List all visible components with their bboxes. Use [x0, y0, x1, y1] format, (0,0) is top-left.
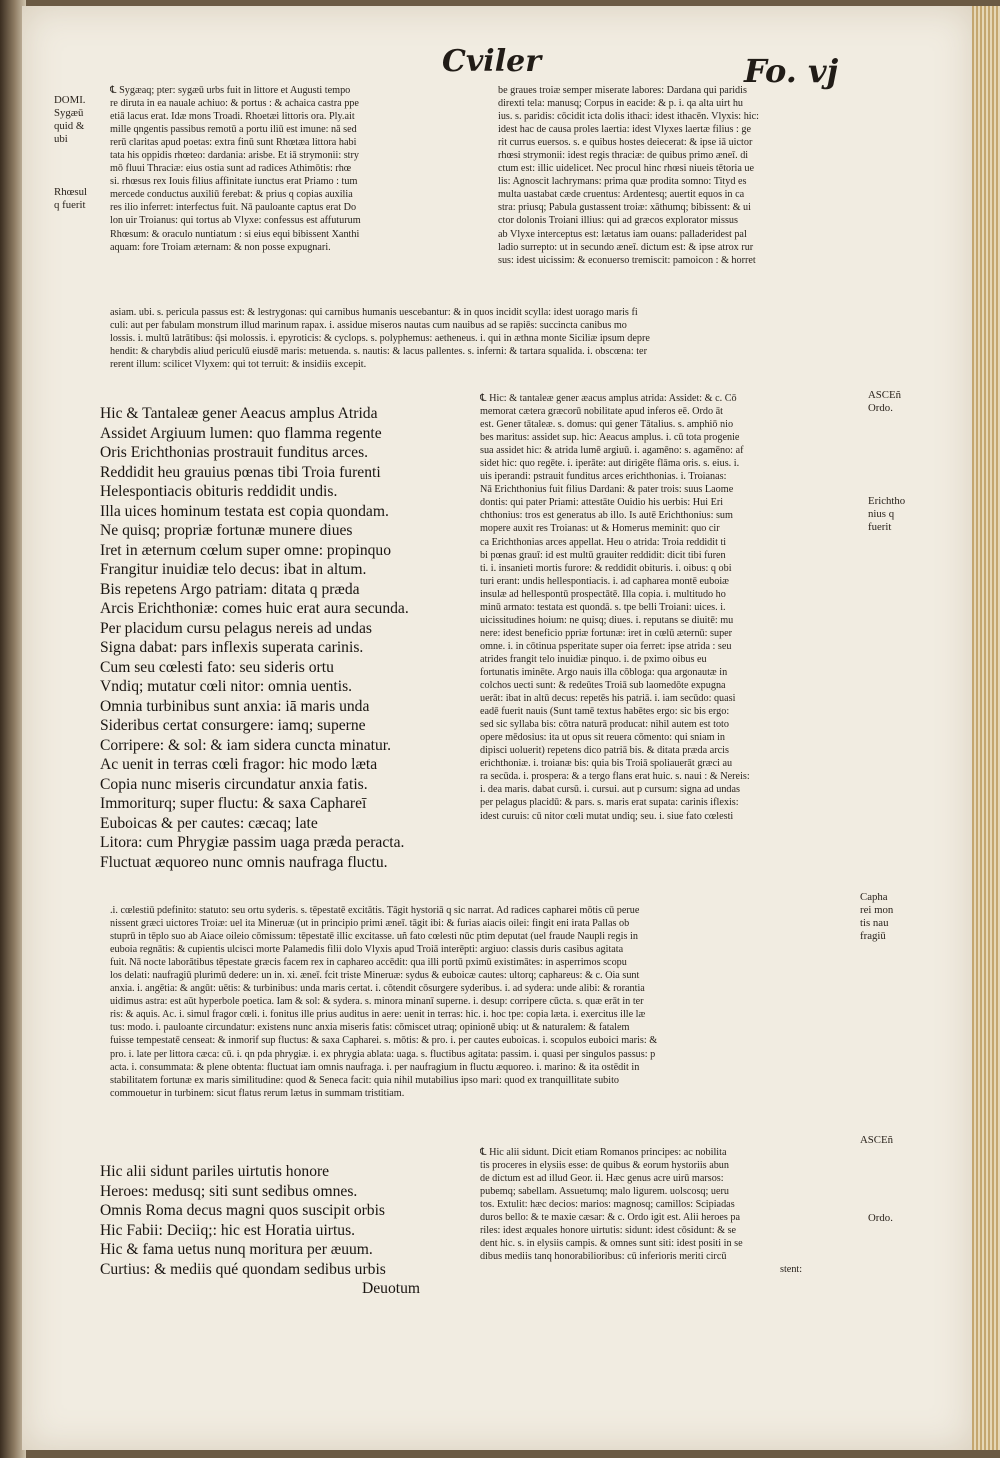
commentary-line: omne. i. in cōtinua psperitate super oia ferret: ipse atrida : seu	[480, 640, 732, 652]
commentary-line: ti. i. insanieti mortis furore: & reddidit obituris. i. oibus: q obi	[480, 562, 732, 574]
commentary-line: tus: modo. i. pauloante circundatur: existens nunc anxia miseris fatis: cōmiscet utraq; opinionē ubiq: ut & naturalem: & fatalem	[110, 1022, 630, 1034]
commentary-top-left	[110, 84, 492, 254]
commentary-line: Rhœsum: & oraculo nuntiatum : si eius equi bibissent Xanthi	[110, 228, 360, 240]
commentary-line: fortunatis iminēte. Argo nauis illa cōbloga: qua argonautæ in	[480, 666, 728, 678]
commentary-line: ℄ Hic alii sidunt. Dicit etiam Romanos principes: ac nobilita	[480, 1147, 727, 1158]
verse-line: Hic alii sidunt pariles uirtutis honore	[100, 1163, 330, 1180]
verse-line: Fluctuat æquoreo nunc omnis naufraga fluctu.	[100, 853, 388, 871]
commentary-line: fuit. Nā nocte laborātibus tēpestate græcis facem rex in caphareo accēdit: qua illi portū pximū existimātes: in asperrimos scopu	[110, 957, 627, 969]
verse-line: Reddidit heu grauius pœnas tibi Troia furenti	[100, 463, 381, 481]
commentary-line: chthonius: tros est generatus ab illo. Is autē Erichthonius: sum	[480, 510, 733, 522]
gloss-line: DOMI.	[54, 94, 86, 106]
commentary-line: memorat cætera græcorū nobilitate apud inferos eē. Ordo āt	[480, 406, 723, 418]
commentary-line: insulæ ad hellespontū prospectātē. Illa copia. i. multitudo ho	[480, 588, 726, 600]
verse-line: Per placidum cursu pelagus nereis ad undas	[100, 619, 372, 637]
commentary-line: nissent græci uictores Troiæ: uel ita Mineruæ (ut in principio primi æneī. tāgit ibi: & furias aiacis oilei: fingit eni irata Pallas ob	[110, 918, 630, 930]
commentary-line: dipisci uoluerit) repetens dico patriā bis. & ditata præda arcis	[480, 745, 729, 757]
commentary-line: dent hic. s. in elysiis campis. & omnes sunt siti: idest positi in se	[480, 1238, 743, 1250]
commentary-line: sed sic syllaba bis: cōtra naturā producat: nihil autem est toto	[480, 719, 729, 731]
folio-page	[22, 6, 978, 1450]
gloss-line: quid &	[54, 120, 85, 132]
gloss-line: tis nau	[860, 917, 889, 929]
commentary-line: minū armato: testata est quondā. s. tpe belli Troiani: uices. i.	[480, 601, 726, 613]
commentary-line: euboia regnātis: & cupientis ulcisci morte Palamedis filii dolo Vlyxis apud Troiā interēpti: argiuo: classis duris casibus agitata	[110, 944, 624, 956]
commentary-line: rerū claritas apud poetas: extra finū sunt Rhœtæa littora habi	[110, 137, 357, 149]
commentary-line: commouetur in turbinem: sicut flatus rerum lætus in summam tristitiam.	[110, 1087, 405, 1099]
commentary-mid-full	[110, 306, 870, 371]
gloss-line: nius q	[868, 508, 895, 520]
commentary-line: stra: priusq; Pabula gustassent troiæ: xāthumq; bibissent: & ui	[498, 202, 751, 214]
commentary-line: sua assidet hic: & atrida lumē argiuū. i. agamēno: s. agamēno: af	[480, 445, 744, 457]
verse-line: Curtius: & mediis qué quondam sedibus urbis	[100, 1260, 386, 1278]
commentary-line: de dictum est ad illud Geor. ii. Hæc genus acre uirū marsos:	[480, 1173, 724, 1185]
verse-line: Hic & fama uetus nunq moritura per æuum.	[100, 1241, 373, 1258]
commentary-line: stuprū in tēplo suo ab Aiace oileio cōmissum: tēpestatē illic excitasse. uñ fato cœlesti nūc ptim deputat (uel fraude Naupli regis in	[110, 931, 638, 943]
commentary-line: si. rhœsus rex Iouis filius affinitate iunctus erat Priamo : tum	[110, 176, 358, 188]
verse-line: Litora: cum Phrygiæ passim uaga præda peracta.	[100, 834, 405, 851]
verse-line: Copia nunc miseris circundatur anxia fatis.	[100, 775, 368, 793]
commentary-line: asiam. ubi. s. pericula passus est: & lestrygonas: qui carnibus humanis uescebantur: & in quos incidit scylla: idest uorago maris fi	[110, 307, 638, 318]
commentary-line: los delati: naufragiū plurimū dedere: un in. xi. æneī. fcit triste Mineruæ: sydus & euboicæ cautes: ultorq; caphareus: & c. Oia sunt	[110, 970, 640, 982]
commentary-line: uicissitudines hoium: ne quisq; diues. i. reputans se diuitē: mu	[480, 614, 734, 626]
gloss-line: fuerit	[868, 521, 892, 533]
commentary-line: ctor dolonis Troiani illius: qui ad græcos explorator missus	[498, 215, 738, 227]
commentary-line: pro. i. late per littora cæca: cū. i. qn pda phrygiæ. i. ex phrygia ablata: uaga. s. fluctibus agitata: passim. i. quasi per singulos passus: p	[110, 1048, 656, 1060]
gloss-line: Ordo.	[868, 1212, 893, 1224]
running-head: Cviler	[442, 44, 541, 79]
verse-line: Assidet Argiuum lumen: quo flamma regente	[100, 424, 382, 442]
verse-line: Ac uenit in terras cœli fragor: hic modo læta	[100, 756, 378, 773]
verse-line: Signa dabat: pars inflexis superata carinis.	[100, 639, 364, 656]
verse-line: Arcis Erichthoniæ: comes huic erat aura secunda.	[100, 600, 409, 617]
commentary-line: nere: idest beneficio ppriæ fortunæ: iret in cœlū æternū: super	[480, 627, 733, 639]
commentary-line: ra secūda. i. prospera: & a tergo flans erat huic. s. naui : & Nereis:	[480, 771, 750, 783]
commentary-line: turi erant: undis hellespontiacis. i. ad capharea montē euboiæ	[480, 575, 729, 587]
commentary-line: pubemq; sabellam. Assuetumq; malo ligurem. uolscosq; ueru	[480, 1186, 729, 1198]
right-gloss-ascensius-2	[860, 1134, 893, 1147]
gloss-line: ASCEñ	[860, 1134, 893, 1146]
commentary-line: est. Gener tātaleæ. s. domus: qui gener Tātalius. s. amphiō nio	[480, 419, 734, 431]
commentary-line: lossis. i. multū latrātibus: q̄si molossis. i. epyroticis: & cyclops. s. polyphemus: aetheneus. i. qui in æthna monte Siciliæ ipsum depre	[110, 333, 650, 345]
verse-line: Corripere: & sol: & iam sidera cuncta minatur.	[100, 736, 392, 754]
commentary-top-right	[498, 84, 864, 267]
commentary-line: atrides frangit telo inuidiæ pinquo. i. de pximo oibus eu	[480, 653, 707, 665]
right-gloss-caphareus	[860, 891, 893, 943]
commentary-line: Nā Erichthonius fuit filius Dardani: & pater trois: suus Laome	[480, 484, 734, 496]
verse-line: Hic & Tantaleæ gener Aeacus amplus Atrida	[100, 405, 378, 422]
verse-line: Helespontiacis obituris reddidit undis.	[100, 483, 338, 500]
commentary-line: re diruta in ea nauale achiuo: & portus : & achaica castra ppe	[110, 98, 359, 110]
commentary-line: i. dea maris. dabat cursū. i. cursui. aut p cursum: signa ad undas	[480, 784, 741, 796]
commentary-line: uidimus astra: est aūt hyperbole poetica. Iam & sol: & sydera. s. minora minanī superne. i. desup: corripere cūcta. s. quæ erāt in ter	[110, 996, 644, 1008]
right-gloss-erichthonius	[868, 495, 905, 534]
commentary-line: ℄ Hic: & tantaleæ gener æacus amplus atrida: Assidet: & c. Cō	[480, 393, 737, 404]
commentary-line: idest curuis: cū nitor cœli mutat undiq; seu. i. siue fato cœlesti	[480, 810, 734, 822]
commentary-line: ris: & aquis. Ac. i. simul fragor cœli. i. fonitus ille prius auditus in aere: uenit in terras: hic. i. hoc tpe: copia læta. i. exercitus ille læ	[110, 1009, 646, 1021]
commentary-line: bes maritus: assidet sup. hic: Aeacus amplus. i. cū tota progenie	[480, 432, 740, 444]
commentary-line: ab Vlyxe interceptus est: lætatus iam ouans: palladeridest pal	[498, 228, 747, 240]
verse-line: Ne quisq; propriæ fortunæ munere diues	[100, 522, 353, 539]
verse-line: Frangitur inuidiæ telo decus: ibat in altum.	[100, 561, 367, 578]
commentary-line: ius. s. paridis: cōcidit icta dolis ithaci: idest ithacēn. Vlyxis: hic:	[498, 111, 759, 123]
commentary-line: be graues troiæ semper miserate labores: Dardana qui paridis	[498, 85, 747, 96]
commentary-line: ctum est: illic uidelicet. Nec procul hinc rhœsi niueis tētoria ue	[498, 163, 755, 175]
commentary-line: uerāt: ibat in altū decus: repetēs his patriā. i. iam secūdo: quasi	[480, 693, 736, 705]
commentary-line: idest hac de causa proles laertia: idest Vlyxes laertæ filius : ge	[498, 124, 752, 136]
commentary-line: mercede conductus auxiliū ferebat: & prius q copias auxilia	[110, 189, 353, 201]
commentary-line: stent:	[780, 1264, 803, 1276]
commentary-line: sus: idest uicissim: & econuerso tremiscit: pamoicon : & horret	[498, 254, 756, 266]
commentary-line: ladio surrepto: ut in secundo æneī. dictum est: & ipse atrox rur	[498, 241, 754, 253]
right-gloss-ordo-2	[868, 1212, 893, 1225]
commentary-line: riles: idest æquales honore uirtutis: sidunt: idest cōsidunt: & se	[480, 1225, 737, 1237]
commentary-line: .i. cœlestiū pdefinito: statuto: seu ortu syderis. s. tēpestatē excitātis. Tāgit hystoriā q sic narrat. Ad radices capharei mōtis cū perue	[110, 905, 640, 916]
commentary-line: rerent illum: scilicet Vlyxem: qui tot terruit: & insidiis excepit.	[110, 359, 367, 371]
commentary-line: direxti tela: manusq; Corpus in eacide: & p. i. qa alta uirt hu	[498, 98, 744, 110]
commentary-line: lis: Agnoscit lachrymans: prima quæ prodita somno: Tityd es	[498, 176, 747, 188]
commentary-line: culi: aut per fabulam monstrum illud marinum rapax. i. assidue miseros nautas cum nauibus ad se rapiēs: succincta canibus mo	[110, 320, 627, 332]
commentary-line: mō fluui Thraciæ: eius ostia sunt ad radices Athimōtis: rhœ	[110, 163, 352, 175]
gloss-line: Erichtho	[868, 495, 906, 507]
commentary-line: fuisse tempestatē censeat: & inmorif sup fluctus: & saxa Capharei. s. mōtis: & pro. i. per cautes euboicas. i. scopulos euboici maris: &	[110, 1035, 658, 1047]
verse-line: Euboicas & per cautes: cæcaq; late	[100, 814, 318, 832]
commentary-line: hendit: & charybdis aliud periculū eiusdē maris: metuenda. s. nautis: & lacus pallentes. s. inferni: & tartara squalida. i. obscœna: ter	[110, 346, 647, 358]
commentary-lower-full	[110, 904, 860, 1100]
commentary-line: eadē fuerit nauis (Sunt tamē textus habētes ergo: sic bis ergo:	[480, 706, 730, 718]
gloss-line: ubi	[54, 133, 68, 145]
commentary-line: anxia. i. angētia: & angūt: uētis: & turbinibus: unda maris certat. i. cōtendit cōsurgere syderibus. i. ad sydera: unde alibi: & rorantia	[110, 983, 645, 995]
gloss-line: Sygæū	[54, 107, 84, 119]
commentary-line: ℄ Sygæaq; pter: sygæū urbs fuit in littore et Augusti tempo	[110, 85, 351, 96]
commentary-line: bi pœnas grauī: id est multū grauiter reddidit: dicit tibi furen	[480, 549, 726, 561]
verse-line: Hic Fabii: Deciiq;: hic est Horatia uirtus.	[100, 1221, 356, 1239]
verse-line: Oris Erichthonias prostrauit funditus arces.	[100, 444, 369, 461]
commentary-line: rit currus euersos. s. e quibus hostes deiecerat: & ipse iā uictor	[498, 137, 753, 149]
commentary-line: tos. Extulit: hæc decios: marios: magnosq; camillos: Scipiadas	[480, 1199, 735, 1211]
commentary-line: rhœsi strymonii: idest regis thraciæ: de quibus primo æneī. di	[498, 150, 749, 162]
commentary-line: colchos uecti sunt: & redeūtes Troiā sub laomedōte expugna	[480, 680, 726, 692]
commentary-line: ca Erichthonias arces appellat. Heu o atrida: Troia reddidit ti	[480, 536, 727, 548]
commentary-line: etiā lacus erat. Idæ mons Troadi. Rhoetæi littoris ora. Ply.ait	[110, 111, 355, 123]
verse-line: Bis repetens Argo patriam: ditata q præda	[100, 580, 360, 598]
verse-line: Illa uices hominum testata est copia quondam.	[100, 502, 389, 520]
verse-line: Iret in æternum cœlum super omne: propinquo	[100, 541, 392, 559]
commentary-line: sidet hic: quo regēte. i. iperāte: aut dirigēte flāma oris. s. eius. i.	[480, 458, 740, 470]
catchword: Deuotum	[362, 1280, 421, 1297]
commentary-line: acta. i. consummata: & plene obtenta: fluctuat iam omnis naufraga. i. per naufragium in fluctu æquoreo. i. marino: & ita ostēdit in	[110, 1061, 640, 1073]
commentary-line: res ilio inferret: interfectus fuit. Nā pauloante captus erat Do	[110, 202, 357, 214]
verse-line: Immoriturq; super fluctu: & saxa Caphareī	[100, 795, 367, 812]
folio-number: Fo. vj	[744, 52, 839, 90]
commentary-line: mopere auxit res Troianas: ut & Homerus meminit: quo cir	[480, 523, 720, 535]
gloss-line: rei mon	[860, 904, 894, 916]
left-gloss-rhoesus	[54, 186, 87, 212]
right-gloss-ascensius	[868, 389, 901, 415]
commentary-bottom-right	[480, 1146, 862, 1276]
commentary-line: erichthoniæ. i. troianæ bis: quia bis Troiā spoliauerāt græci au	[480, 758, 733, 770]
commentary-line: per pelagus placidū: & pars. s. maris erat supata: carinis iflexis:	[480, 797, 739, 809]
commentary-line: aquam: fore Troiam æternam: & non posse expugnari.	[110, 241, 331, 253]
commentary-line: uis iperandi: pstrauit funditus arces erichthonias. i. Troianas:	[480, 471, 727, 483]
verse-line: Omnis Roma decus magni quos suscipit orbis	[100, 1202, 386, 1219]
commentary-line: dontis: qui pater Priami: attestāte Ouidio his uerbis: Hui Eri	[480, 497, 724, 509]
commentary-line: stabilitatem fortunæ ex maris similitudine: quod & Seneca facit: quia nihil mutabilius ipso mari: quod ex tranquillitate subito	[110, 1074, 620, 1086]
verse-line: Heroes: medusq; siti sunt sedibus omnes.	[100, 1182, 358, 1200]
verse-block-b	[100, 1162, 490, 1299]
commentary-right-main	[480, 392, 862, 823]
gloss-line: q fuerit	[54, 199, 86, 211]
left-gloss-domi	[54, 94, 86, 146]
verse-line: Vndiq; mutatur cœli nitor: omnia uentis.	[100, 678, 353, 695]
gloss-line: Capha	[860, 891, 888, 903]
verse-line: Sideribus certat consurgere: iamq; superne	[100, 717, 366, 734]
gloss-line: fragiū	[860, 930, 886, 942]
verse-line: Cum seu cœlesti fato: seu sideris ortu	[100, 658, 334, 676]
commentary-line: lon uir Troianus: qui tortus ab Vlyxe: confessus est affuturum	[110, 215, 361, 227]
commentary-line: tis proceres in elysiis esse: de quibus & eorum hystoriis abun	[480, 1160, 729, 1172]
commentary-line: tata his oppidis rhœteo: dardania: arisbe. Et iā strymonii: stry	[110, 150, 359, 162]
commentary-line: dibus mediis tanq honorabilioribus: cū inferioris meriti circū	[480, 1251, 727, 1263]
commentary-line: mille qngentis passibus remotū a portu iliū est imune: nā sed	[110, 124, 357, 136]
verse-line: Omnia turbinibus sunt anxia: iā maris unda	[100, 697, 370, 715]
gloss-line: ASCEñ	[868, 389, 901, 401]
commentary-line: multa uastabat cæde cruentus: Ardentesq; auertit equos in ca	[498, 189, 745, 201]
verse-block-a	[100, 404, 490, 872]
commentary-line: opere mēdosius: ita ut opus sit reuera cōmento: qui sniam in	[480, 732, 726, 744]
page-edge	[972, 6, 1000, 1450]
gloss-line: Rhœsul	[54, 186, 87, 198]
gloss-line: Ordo.	[868, 402, 893, 414]
commentary-line: duros bello: & te maxie cæsar: & c. Ordo igit est. Alii heroes pa	[480, 1212, 741, 1224]
